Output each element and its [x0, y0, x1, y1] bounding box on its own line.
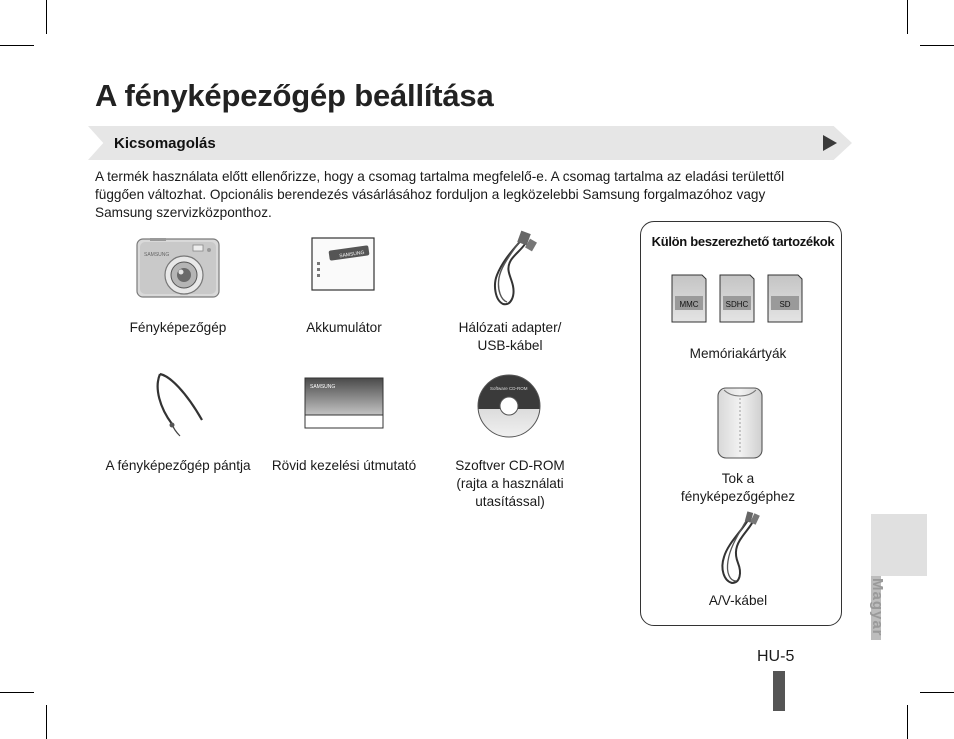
item-label-manual: Rövid kezelési útmutató: [271, 458, 417, 473]
item-label-strap: A fényképezőgép pántja: [105, 458, 251, 473]
camera-brand-text: SAMSUNG: [144, 252, 170, 258]
item-label-cd: Szoftver CD-ROM (rajta a használati utasítással): [455, 458, 565, 509]
section-title: Kicsomagolás: [114, 135, 216, 152]
item-label-battery: Akkumulátor: [306, 320, 382, 335]
cd-label-text: Software CD-ROM: [490, 386, 528, 391]
page-title: A fényképezőgép beállítása: [95, 78, 494, 113]
item-label-av-cable: A/V-kábel: [708, 593, 768, 608]
item-label-adapter: Hálózati adapter/ USB-kábel: [458, 320, 562, 353]
crop-mark: [920, 45, 954, 46]
av-cable-icon: [712, 511, 768, 587]
card-label-mmc: MMC: [679, 300, 699, 309]
battery-brand-text: SAMSUNG: [338, 249, 365, 260]
crop-mark: [46, 0, 47, 34]
memory-card-icon: [671, 274, 805, 324]
arrow-right-icon: [823, 135, 837, 151]
optional-accessories-title: Külön beszerezhető tartozékok: [651, 234, 835, 249]
camera-icon: [135, 236, 221, 302]
manual-brand-text: SAMSUNG: [310, 384, 336, 390]
item-label-case: Tok a fényképezőgéphez: [680, 471, 796, 504]
crop-mark: [907, 705, 908, 739]
cd-rom-icon: [476, 373, 542, 439]
card-label-sdhc: SDHC: [725, 300, 749, 309]
camera-case-icon: [716, 386, 764, 460]
intro-text: A termék használata előtt ellenőrizze, hogy a csomag tartalma megfelelő-e. A csomag tartalma az eladási területtől függően változhat. Opcionális berendezés vásárlásához forduljon a legközelebbi Samsung forgalmazóhoz vagy Samsung szervizközponthoz.: [95, 169, 785, 220]
manual-icon: [304, 377, 384, 429]
item-label-memory-cards: Memóriakártyák: [689, 346, 787, 361]
crop-mark: [0, 692, 34, 693]
card-label-sd: SD: [779, 300, 791, 309]
side-tab-language: Magyar: [869, 578, 886, 637]
crop-mark: [920, 692, 954, 693]
page-number: HU-5: [757, 648, 795, 665]
crop-mark: [0, 45, 34, 46]
side-tab-block: [871, 514, 927, 576]
strap-icon: [150, 368, 208, 438]
crop-mark: [907, 0, 908, 34]
page-number-bar: [773, 671, 785, 711]
battery-icon: [309, 236, 377, 292]
item-label-camera: Fényképezőgép: [129, 320, 227, 335]
usb-cable-icon: [483, 230, 543, 308]
crop-mark: [46, 705, 47, 739]
